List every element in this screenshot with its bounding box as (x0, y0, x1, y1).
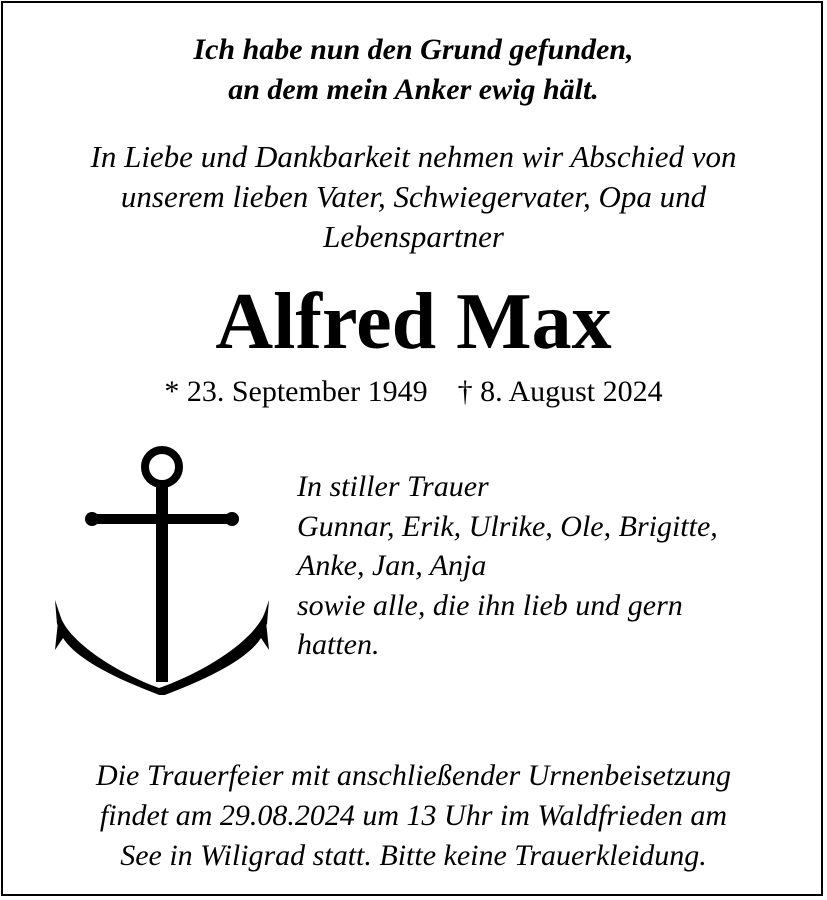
mourners-line: sowie alle, die ihn lieb und gern (297, 588, 683, 622)
death-date: † 8. August 2024 (457, 375, 663, 408)
intro-text (0, 137, 827, 257)
mourners-line: Gunnar, Erik, Ulrike, Ole, Brigitte, (297, 509, 718, 543)
mourners-line: hatten. (297, 628, 380, 661)
birth-date: * 23. September 1949 (164, 375, 428, 408)
service-line: See in Wiligrad statt. Bitte keine Trauerkleidung. (120, 839, 707, 872)
life-dates (0, 372, 827, 412)
motto-quote (0, 30, 827, 110)
motto-line: Ich habe nun den Grund gefunden, (193, 33, 634, 66)
service-line: Die Trauerfeier mit anschließender Urnenbeisetzung (96, 759, 731, 792)
mourners-block (297, 467, 807, 665)
service-info (0, 756, 827, 876)
mourners-line: In stiller Trauer (297, 470, 489, 503)
anchor-icon (55, 440, 270, 695)
intro-line: Lebenspartner (323, 219, 504, 254)
motto-line: an dem mein Anker ewig hält. (228, 73, 599, 106)
mourners-line: Anke, Jan, Anja (297, 549, 487, 582)
intro-line: In Liebe und Dankbarkeit nehmen wir Abschied von (90, 139, 737, 174)
deceased-name: Alfred Max (215, 278, 612, 366)
service-line: findet am 29.08.2024 um 13 Uhr im Waldfrieden am (99, 799, 728, 832)
intro-line: unserem lieben Vater, Schwiegervater, Opa und (120, 179, 707, 214)
